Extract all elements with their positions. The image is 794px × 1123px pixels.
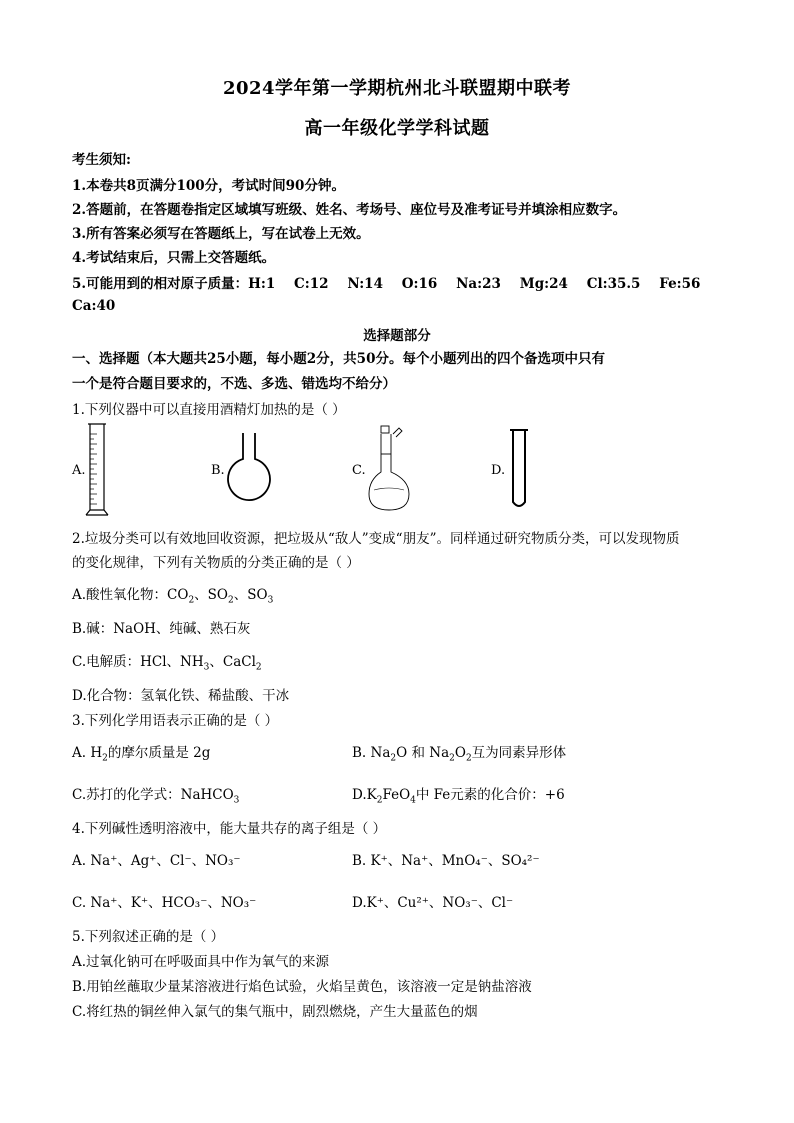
notice-item: 1.本卷共8页满分100分，考试时间90分钟。 [72,178,345,194]
notice-item: 2.答题前，在答题卷指定区域填写班级、姓名、考场号、座位号及准考证号并填涂相应数字。 [72,202,627,218]
exam-title: 2024学年第一学期杭州北斗联盟期中联考 [222,78,572,99]
question-4-stem: 4.下列碱性透明溶液中，能大量共存的离子组是（ ） [72,821,387,837]
question-3-option-c: C.苏打的化学式：NaHCO$_3$ [72,787,240,806]
section-heading: 一个是符合题目要求的，不选、多选、错选均不给分） [72,376,396,392]
exam-subtitle: 高一年级化学学科试题 [304,118,490,139]
question-4-option-c: C. Na⁺、K⁺、HCO₃⁻、NO₃⁻ [72,895,257,911]
question-4-option-a: A. Na⁺、Ag⁺、Cl⁻、NO₃⁻ [72,853,241,869]
question-3-stem: 3.下列化学用语表示正确的是（ ） [72,713,279,729]
graduated-cylinder-icon [84,422,110,518]
option-b-label: B. [211,463,225,478]
question-3-option-d: $D.K_2FeO_4$中 Fe元素的化合价：+6 [352,787,565,806]
notice-item: 3.所有答案必须写在答题纸上，写在试卷上无效。 [72,226,370,242]
question-5-option-c: C.将红热的铜丝伸入氯气的集气瓶中，剧烈燃烧，产生大量蓝色的烟 [72,1004,478,1020]
question-2-stem: 2.垃圾分类可以有效地回收资源，把垃圾从“敌人”变成“朋友”。同样通过研究物质分类，可以发现物质 [72,531,680,547]
section-heading: 一、选择题（本大题共25小题，每小题2分，共50分。每个小题列出的四个备选项中只有 [72,351,605,367]
question-2-option-d: D.化合物：氢氧化铁、稀盐酸、干冰 [72,688,290,704]
volumetric-flask-icon [367,424,415,514]
question-5-option-a: A.过氧化钠可在呼吸面具中作为氧气的来源 [72,954,330,970]
question-4-option-d: D.K⁺、Cu²⁺、NO₃⁻、Cl⁻ [352,895,514,911]
question-2-option-c: C.电解质：HCl、$NH_3$、CaCl$_2$ [72,654,262,673]
question-2-option-b: B.碱：NaOH、纯碱、熟石灰 [72,621,251,637]
notice-heading: 考生须知: [72,152,131,168]
option-d-label: D. [491,463,506,478]
notice-item: 4.考试结束后，只需上交答题纸。 [72,250,276,266]
question-5-option-b: B.用铂丝蘸取少量某溶液进行焰色试验，火焰呈黄色，该溶液一定是钠盐溶液 [72,979,532,995]
question-5-stem: 5.下列叙述正确的是（ ） [72,929,225,945]
option-a-label: A. [72,463,86,478]
question-4-option-b: B. K⁺、Na⁺、MnO₄⁻、SO₄²⁻ [352,853,540,869]
notice-item: Ca:40 [72,298,116,314]
notice-item: 5.可能用到的相对原子质量：H:1 C:12 N:14 O:16 Na:23 Mg:24 Cl:35.5 Fe:56 [72,276,701,292]
section-title: 选择题部分 [363,328,431,344]
round-bottom-flask-icon [226,432,272,504]
question-2-stem: 的变化规律，下列有关物质的分类正确的是（ ） [72,555,360,571]
option-c-label: C. [352,463,366,478]
question-3-option-a: A. $H_2$的摩尔质量是 2g [72,745,211,764]
question-3-option-b: B. $Na_2O$ 和 $Na_2O_2$互为同素异形体 [352,745,567,764]
test-tube-icon [508,428,530,512]
question-2-option-a: A.酸性氧化物：$CO_2$、$SO_2$、$SO_3$ [72,587,274,606]
question-1-stem: 1.下列仪器中可以直接用酒精灯加热的是（ ） [72,402,346,418]
